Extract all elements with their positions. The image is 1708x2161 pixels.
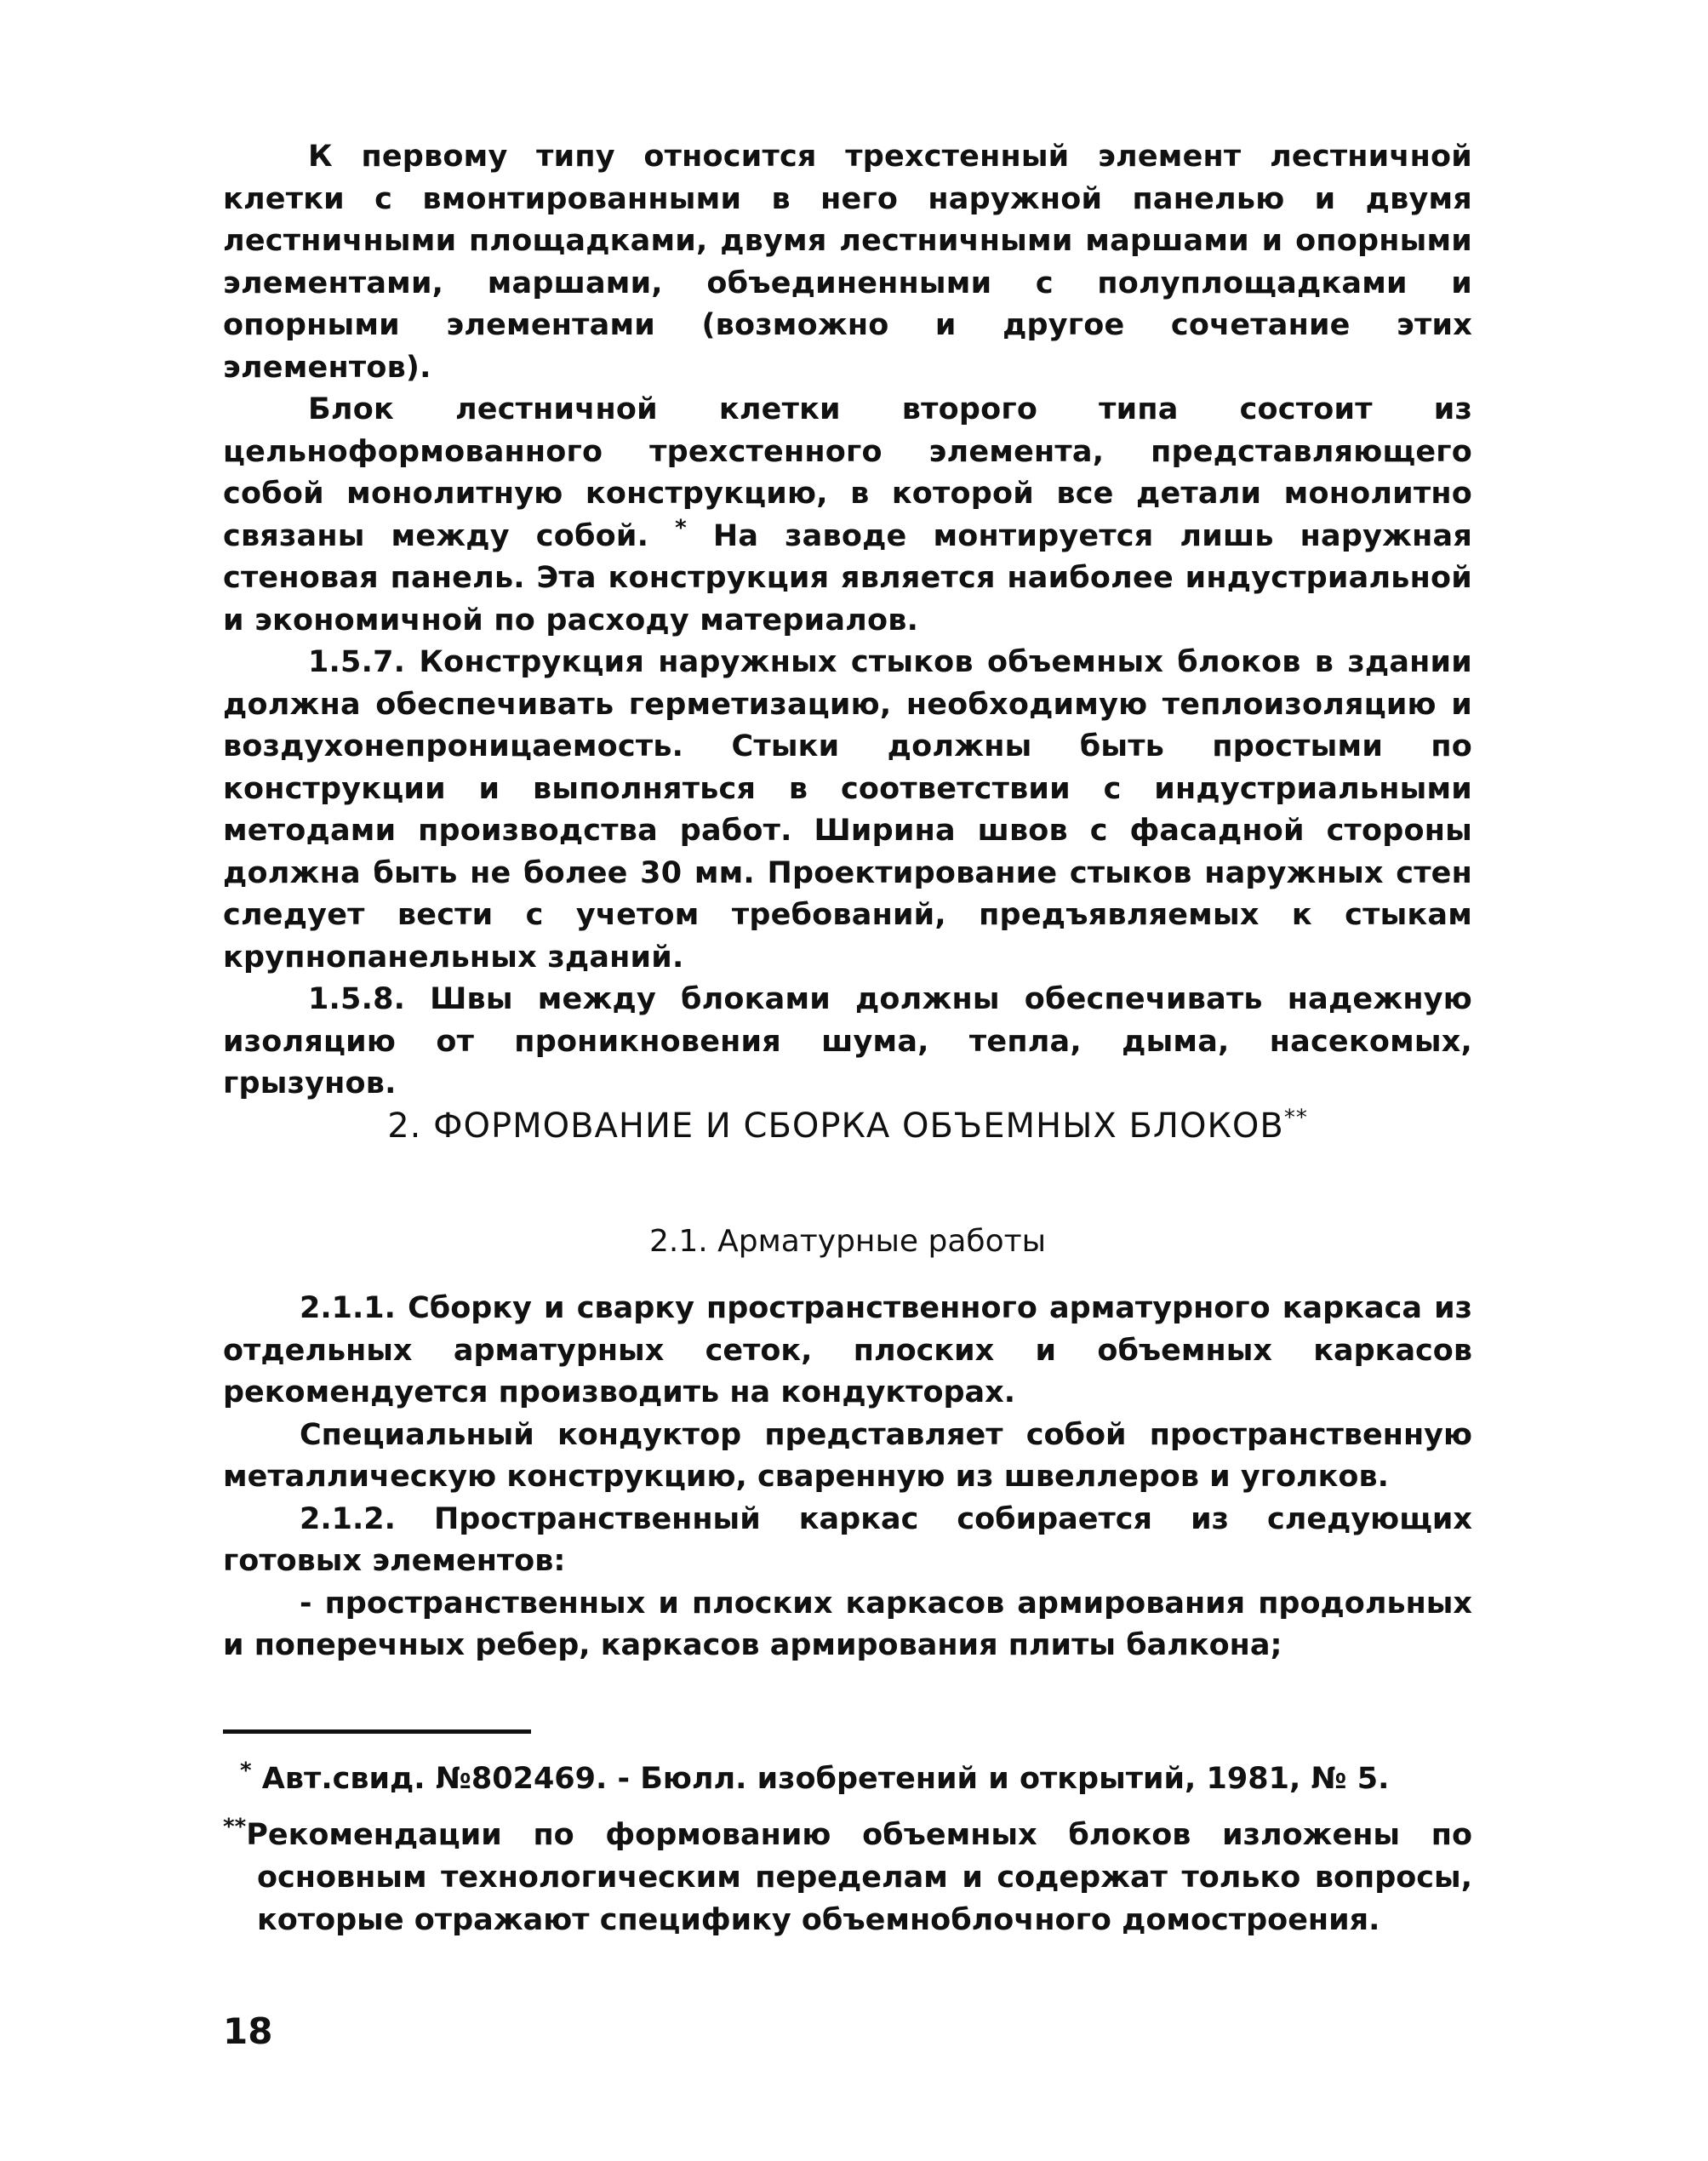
footnote-2-text: Рекомендации по формованию объемных блоков изложены по основным технологическим переделам и содержат только вопросы, которые отражают специфику объемноблочного домостроения. <box>246 1818 1472 1937</box>
footnote-1-text: Авт.свид. №802469. - Бюлл. изобретений и открытий, 1981, № 5. <box>261 1762 1390 1796</box>
paragraph-2-1-1: 2.1.1. Сборку и сварку пространственного арматурного каркаса из отдельных арматурных сеток, плоских и объемных каркасов рекомендуется производить на кондукторах. <box>223 1291 1472 1409</box>
footnotes <box>223 1758 1472 1955</box>
footnote-2 <box>223 1814 1472 1941</box>
section-2-heading-text: 2. ФОРМОВАНИЕ И СБОРКА ОБЪЕМНЫХ БЛОКОВ <box>387 1106 1284 1146</box>
footnote-1-mark: * <box>240 1758 252 1784</box>
section-2-text <box>223 1288 1472 1667</box>
paragraph-stair-block-type-2-text: Блок лестничной клетки второго типа состоит из цельноформованного трехстенного элемента, представляющего собой монолитную конструкцию, в которой все детали монолитно связаны между собой. <box>223 392 1472 553</box>
footnote-2-mark: ** <box>223 1814 247 1840</box>
paragraph-list-item: - пространственных и плоских каркасов армирования продольных и поперечных ребер, каркасов армирования плиты балкона; <box>223 1586 1472 1662</box>
paragraph-2-1-2: 2.1.2. Пространственный каркас собирается из следующих готовых элементов: <box>223 1501 1472 1578</box>
paragraph-conductor: Специальный кондуктор представляет собой пространственную металлическую конструкцию, сваренную из швеллеров и уголков. <box>223 1417 1472 1494</box>
section-1-text <box>223 136 1472 1106</box>
footnote-ref-2: ** <box>1283 1105 1308 1131</box>
paragraph-1-5-8: 1.5.8. Швы между блоками должны обеспечивать надежную изоляцию от проникновения шума, тепла, дыма, насекомых, грызунов. <box>223 982 1472 1101</box>
footnote-divider <box>223 1729 531 1734</box>
paragraph-1-5-7: 1.5.7. Конструкция наружных стыков объемных блоков в здании должна обеспечивать герметизацию, необходимую теплоизоляцию и воздухонепроницаемость. Стыки должны быть простыми по конструкции и выполняться в соответствии с индустриальными методами производства работ. Ширина швов с фасадной стороны должна быть не более 30 мм. Проектирование стыков наружных стен следует вести с учетом требований, предъявляемых к стыкам крупнопанельных зданий. <box>223 645 1472 975</box>
footnote-ref-1: * <box>675 514 687 540</box>
section-2-heading <box>223 1106 1472 1146</box>
paragraph-stair-block-type-1: К первому типу относится трехстенный элемент лестничной клетки с вмонтированными в него наружной панелью и двумя лестничными площадками, двумя лестничными маршами и опорными элементами, маршами, объединенными с полуплощадками и опорными элементами (возможно и другое сочетание этих элементов). <box>223 140 1472 385</box>
paragraph-stair-block-type-2-cont: На заводе монтируется лишь наружная стеновая панель. Эта конструкция является наиболее индустриальной и экономичной по расходу материалов. <box>223 518 1473 637</box>
footnote-1 <box>223 1758 1472 1800</box>
paragraph-stair-block-type-2 <box>223 389 1472 642</box>
page-number: 18 <box>223 2010 273 2052</box>
subsection-2-1-heading: 2.1. Арматурные работы <box>648 1224 1047 1259</box>
